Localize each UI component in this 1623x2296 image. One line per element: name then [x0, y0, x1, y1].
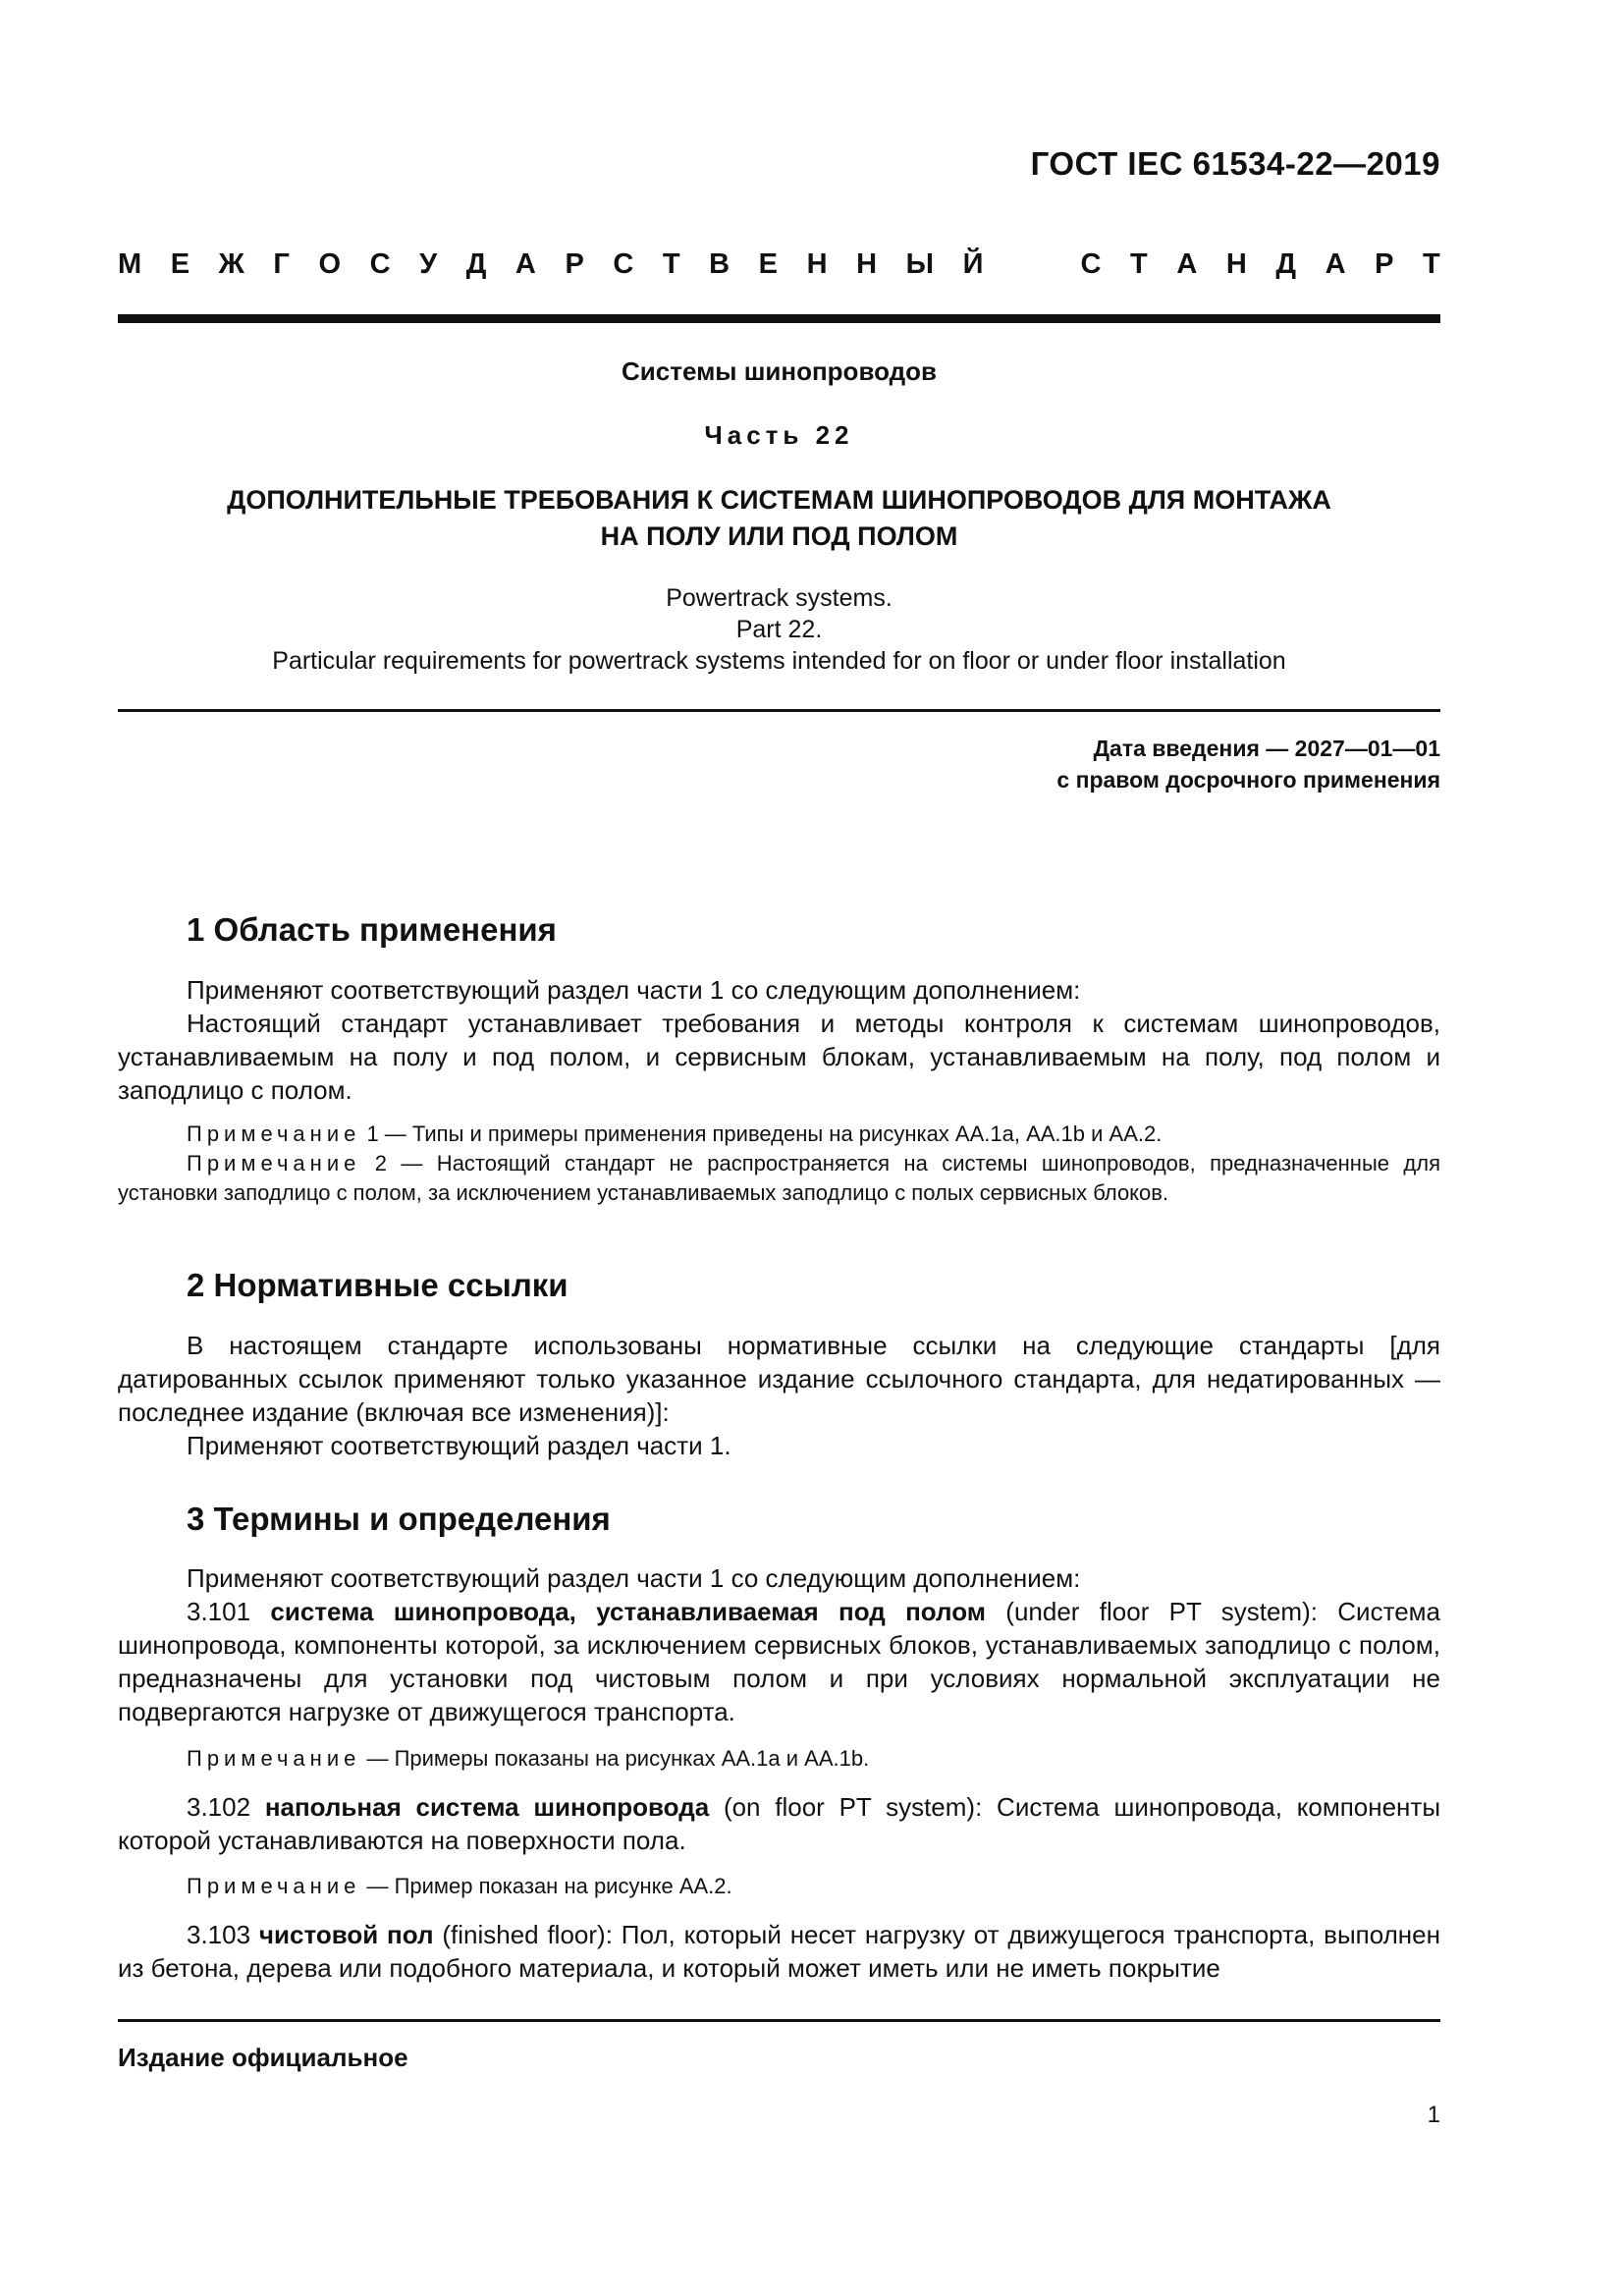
term-3-103	[118, 1918, 1440, 1985]
official-edition-label: Издание официальное	[118, 2043, 408, 2072]
section-3-note-102	[118, 1872, 1440, 1901]
paragraph: Применяют соответствующий раздел части 1 со следующим дополнением:	[187, 975, 1081, 1005]
note-text: 2 — Настоящий стандарт не распространяется на системы шинопроводов, предназначенные для установки заподлицо с полом, за исключением устанавливаемых заподлицо с полых сервисных блоков.	[118, 1151, 1440, 1205]
banner-letter: Н	[1225, 248, 1247, 280]
introduction-date: Дата введения — 2027—01—01	[1093, 736, 1440, 761]
english-title-line: Particular requirements for powertrack systems intended for on floor or under floor installation	[272, 647, 1286, 675]
section-3-body-103	[118, 1918, 1440, 1985]
banner-letter: А	[1325, 248, 1346, 280]
banner-letter: Е	[170, 248, 190, 280]
term-definition: (finished floor): Пол, который несет нагрузку от движущегося транспорта, выполнен из бетона, дерева или подобного материала, и который может иметь или не иметь покрытие	[118, 1920, 1440, 1983]
paragraph: Настоящий стандарт устанавливает требования и методы контроля к системам шинопроводов, устанавливаемым на полу и под полом, и сервисным блокам, устанавливаемым на полу, под полом и заподлицо с полом.	[118, 1009, 1440, 1105]
note	[118, 1744, 1440, 1774]
banner-letter: А	[1176, 248, 1198, 280]
term-definition: (under floor PT system): Система шинопровода, компоненты которой, за исключением сервисных блоков, устанавливаемых заподлицо с полом, предназначены для установки под чистовым полом и при условиях нормальной эксплуатации не подвергаются нагрузке от движущегося транспорта.	[118, 1597, 1440, 1726]
note-label: Примечание	[187, 1151, 361, 1175]
banner-letter: Т	[662, 248, 680, 280]
section-3-body-102	[118, 1790, 1440, 1857]
term-definition: (on floor PT system): Система шинопровода, компоненты которой устанавливаются на поверхности пола.	[118, 1792, 1441, 1855]
banner-letter: О	[318, 248, 341, 280]
banner-letter: Г	[273, 248, 290, 280]
section-2-body	[118, 1329, 1440, 1462]
banner-letter: У	[419, 248, 438, 280]
term-number: 3.101	[187, 1597, 271, 1626]
section-2-heading: 2 Нормативные ссылки	[187, 1267, 568, 1303]
banner-letter: Д	[1275, 248, 1297, 280]
standard-title	[118, 482, 1440, 555]
note-label: Примечание	[187, 1121, 361, 1146]
page-number: 1	[1427, 2102, 1440, 2128]
paragraph: Применяют соответствующий раздел части 1.	[187, 1431, 731, 1460]
banner-letter: В	[709, 248, 730, 280]
standard-number: ГОСТ IEC 61534-22—2019	[1030, 145, 1440, 182]
section-3-note-101	[118, 1744, 1440, 1774]
footer-divider	[118, 2019, 1440, 2022]
banner-letter: Д	[465, 248, 487, 280]
note-text: — Пример показан на рисунке АА.2.	[360, 1874, 732, 1898]
note-text: — Примеры показаны на рисунках АА.1а и АА.1b.	[360, 1746, 870, 1771]
banner-letter: Р	[565, 248, 584, 280]
section-1-body	[118, 973, 1440, 1107]
introduction-date-block	[1056, 733, 1440, 795]
note-text: 1 — Типы и примеры применения приведены на рисунках АА.1а, АА.1b и АА.2.	[360, 1121, 1163, 1146]
standard-series: Системы шинопроводов	[622, 356, 937, 386]
term-number: 3.102	[187, 1792, 265, 1822]
note-label: Примечание	[187, 1874, 361, 1898]
section-3-body-101	[118, 1561, 1440, 1728]
english-title-line: Powertrack systems.	[666, 584, 893, 612]
term-number: 3.103	[187, 1920, 259, 1949]
early-application-note: с правом досрочного применения	[1056, 767, 1440, 793]
paragraph: Применяют соответствующий раздел части 1 со следующим дополнением:	[187, 1563, 1081, 1593]
term-3-102	[118, 1790, 1440, 1857]
section-1-heading: 1 Область применения	[187, 911, 557, 948]
section-1-notes	[118, 1120, 1440, 1208]
term-3-101	[118, 1595, 1440, 1728]
note-2	[118, 1149, 1440, 1208]
term-name: система шинопровода, устанавливаемая под полом	[270, 1597, 986, 1626]
banner-letter: Е	[758, 248, 778, 280]
banner-letter: Т	[1423, 248, 1440, 280]
banner-letter: Н	[806, 248, 828, 280]
title-divider	[118, 709, 1440, 712]
paragraph: В настоящем стандарте использованы нормативные ссылки на следующие стандарты [для датированных ссылок применяют только указанное издание ссылочного стандарта, для недатированных — последнее издание (включая все изменения)]:	[118, 1331, 1440, 1427]
header-divider	[118, 314, 1440, 323]
banner-letter: С	[613, 248, 634, 280]
section-3-heading: 3 Термины и определения	[187, 1501, 611, 1537]
note	[118, 1872, 1440, 1901]
title-line: НА ПОЛУ ИЛИ ПОД ПОЛОМ	[600, 521, 958, 551]
english-title-line: Part 22.	[735, 616, 823, 643]
note-label: Примечание	[187, 1746, 361, 1771]
title-line: ДОПОЛНИТЕЛЬНЫЕ ТРЕБОВАНИЯ К СИСТЕМАМ ШИНОПРОВОДОВ ДЛЯ МОНТАЖА	[227, 485, 1331, 515]
term-name: напольная система шинопровода	[264, 1792, 710, 1822]
banner-letter: А	[514, 248, 536, 280]
interstate-standard-banner	[118, 248, 1440, 281]
banner-word-gap	[1012, 248, 1052, 281]
english-title	[118, 582, 1440, 677]
standard-part: Часть 22	[704, 420, 854, 450]
term-name: чистовой пол	[258, 1920, 434, 1949]
banner-letter: Т	[1130, 248, 1148, 280]
banner-letter: Ы	[905, 248, 934, 280]
banner-letter: Н	[856, 248, 878, 280]
note-1	[118, 1120, 1440, 1149]
banner-letter: Р	[1375, 248, 1394, 280]
banner-letter: С	[1080, 248, 1102, 280]
banner-letter: С	[369, 248, 391, 280]
banner-letter: М	[118, 248, 142, 280]
banner-letter: Ж	[218, 248, 244, 280]
banner-letter: Й	[962, 248, 984, 280]
